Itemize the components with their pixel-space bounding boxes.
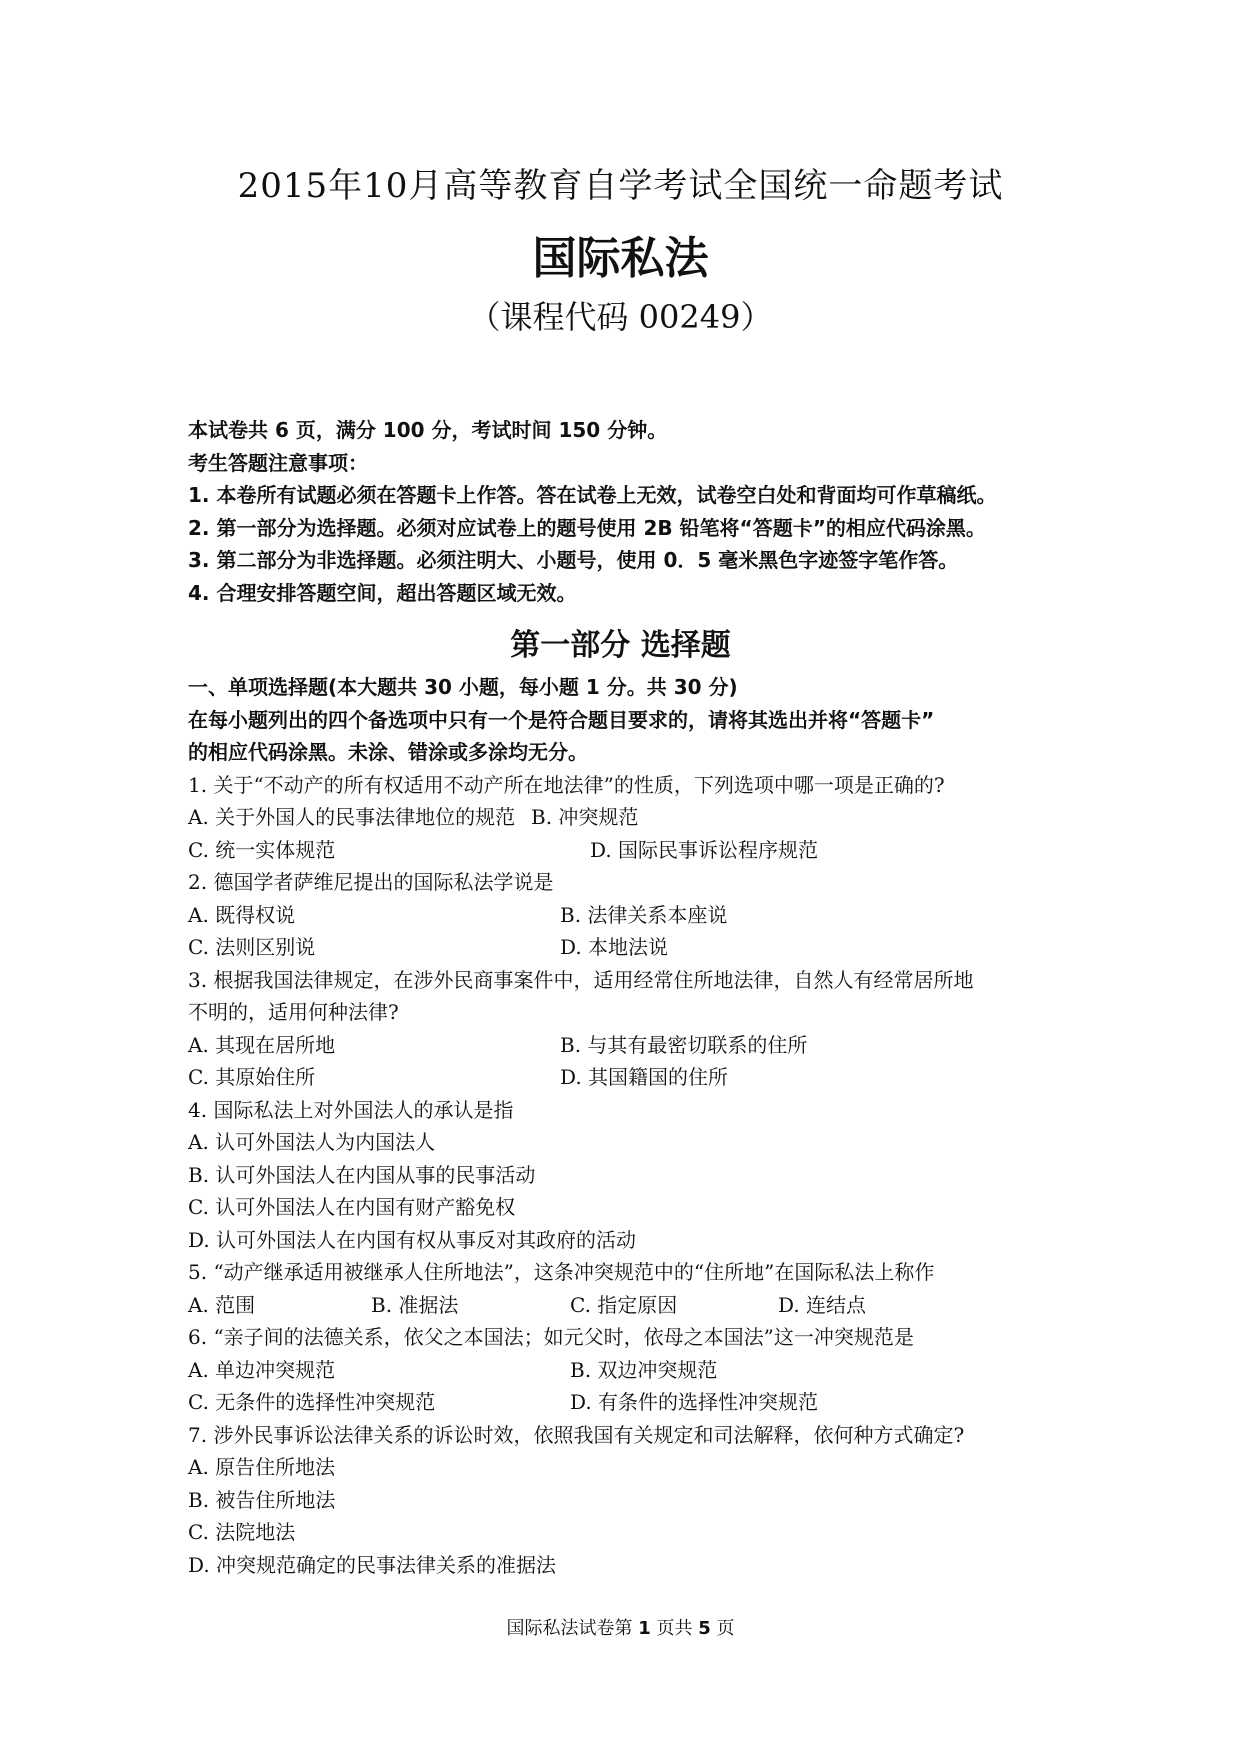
option: D. 连结点 — [778, 1292, 867, 1317]
option: A. 范围 — [188, 1292, 256, 1317]
option: B. 准据法 — [371, 1292, 459, 1317]
question-list — [188, 671, 1088, 1581]
question-stem: 4. 国际私法上对外国法人的承认是指 — [188, 1097, 514, 1122]
note-item: 1. 本卷所有试题必须在答题卡上作答。答在试卷上无效，试卷空白处和背面均可作草稿纸。 — [188, 483, 997, 507]
footer-prefix: 国际私法试卷第 — [506, 1618, 639, 1639]
section-instruction: 在每小题列出的四个备选项中只有一个是符合题目要求的，请将其选出并将“答题卡” — [188, 707, 935, 732]
option: B. 冲突规范 — [531, 805, 639, 829]
question-stem: 1. 关于“不动产的所有权适用不动产所在地法律”的性质，下列选项中哪一项是正确的? — [188, 772, 945, 797]
notes-summary: 本试卷共 6 页，满分 100 分，考试时间 150 分钟。 — [188, 418, 668, 442]
note-item: 2. 第一部分为选择题。必须对应试卷上的题号使用 2B 铅笔将“答题卡”的相应代码涂黑。 — [188, 515, 986, 540]
option: A. 认可外国法人为内国法人 — [188, 1130, 436, 1154]
option-row — [188, 931, 1088, 964]
option: A. 原告住所地法 — [188, 1455, 336, 1479]
exam-header-line: 2015年10月高等教育自学考试全国统一命题考试 — [237, 166, 1004, 206]
option: A. 单边冲突规范 — [188, 1357, 336, 1382]
footer-page-total: 5 — [698, 1618, 711, 1639]
option: D. 冲突规范确定的民事法律关系的准据法 — [188, 1552, 557, 1577]
section-instruction: 的相应代码涂黑。未涂、错涂或多涂均无分。 — [188, 740, 588, 764]
option-row — [188, 899, 1088, 932]
option: C. 无条件的选择性冲突规范 — [188, 1390, 436, 1414]
footer-suffix: 页 — [710, 1618, 735, 1639]
note-item: 4. 合理安排答题空间，超出答题区域无效。 — [188, 580, 577, 605]
option-row — [188, 1354, 1088, 1387]
option-row — [188, 1061, 1088, 1094]
option-row — [188, 1386, 1088, 1419]
option: B. 双边冲突规范 — [570, 1357, 718, 1382]
option: B. 与其有最密切联系的住所 — [560, 1032, 808, 1057]
paper-title: 国际私法 — [532, 233, 709, 284]
option: D. 认可外国法人在内国有权从事反对其政府的活动 — [188, 1227, 637, 1252]
footer-middle: 页共 — [650, 1618, 699, 1639]
question-stem: 3. 根据我国法律规定，在涉外民商事案件中，适用经常住所地法律，自然人有经常居所地 — [188, 967, 974, 992]
option: D. 其国籍国的住所 — [560, 1065, 729, 1089]
option: A. 关于外国人的民事法律地位的规范 — [188, 805, 516, 829]
section-title: 一、单项选择题(本大题共 30 小题，每小题 1 分。共 30 分) — [188, 675, 738, 699]
option: D. 有条件的选择性冲突规范 — [570, 1390, 819, 1414]
option: B. 法律关系本座说 — [560, 902, 728, 927]
option-row — [188, 1289, 1088, 1322]
option: C. 法院地法 — [188, 1520, 296, 1544]
option: C. 指定原因 — [570, 1292, 678, 1317]
option-row — [188, 834, 1088, 867]
question-stem: 不明的，适用何种法律? — [188, 1000, 399, 1024]
option: C. 法则区别说 — [188, 935, 316, 959]
page-footer — [0, 1614, 1241, 1640]
option: A. 其现在居所地 — [188, 1032, 336, 1057]
question-stem: 6. “亲子间的法德关系，依父之本国法；如元父时，依母之本国法”这一冲突规范是 — [188, 1325, 914, 1349]
option: D. 国际民事诉讼程序规范 — [590, 837, 819, 862]
footer-page-number: 1 — [638, 1618, 651, 1639]
option: C. 认可外国法人在内国有财产豁免权 — [188, 1195, 516, 1219]
note-item: 3. 第二部分为非选择题。必须注明大、小题号，使用 0．5 毫米黑色字迹签字笔作答。 — [188, 548, 959, 572]
option: A. 既得权说 — [188, 902, 296, 927]
option: B. 被告住所地法 — [188, 1487, 336, 1512]
question-stem: 2. 德国学者萨维尼提出的国际私法学说是 — [188, 870, 554, 894]
option-row — [188, 1029, 1088, 1062]
option-row — [188, 801, 1088, 834]
option: D. 本地法说 — [560, 935, 669, 959]
part-one-heading: 第一部分 选择题 — [510, 628, 731, 663]
question-stem: 5. “动产继承适用被继承人住所地法”，这条冲突规范中的“住所地”在国际私法上称作 — [188, 1260, 935, 1284]
course-code: （课程代码 00249） — [468, 298, 773, 336]
option: C. 统一实体规范 — [188, 837, 336, 862]
option: C. 其原始住所 — [188, 1065, 316, 1089]
notes-heading: 考生答题注意事项： — [188, 450, 368, 475]
exam-notes — [188, 414, 1088, 609]
question-stem: 7. 涉外民事诉讼法律关系的诉讼时效，依照我国有关规定和司法解释，依何种方式确定? — [188, 1422, 965, 1447]
option: B. 认可外国法人在内国从事的民事活动 — [188, 1162, 536, 1187]
